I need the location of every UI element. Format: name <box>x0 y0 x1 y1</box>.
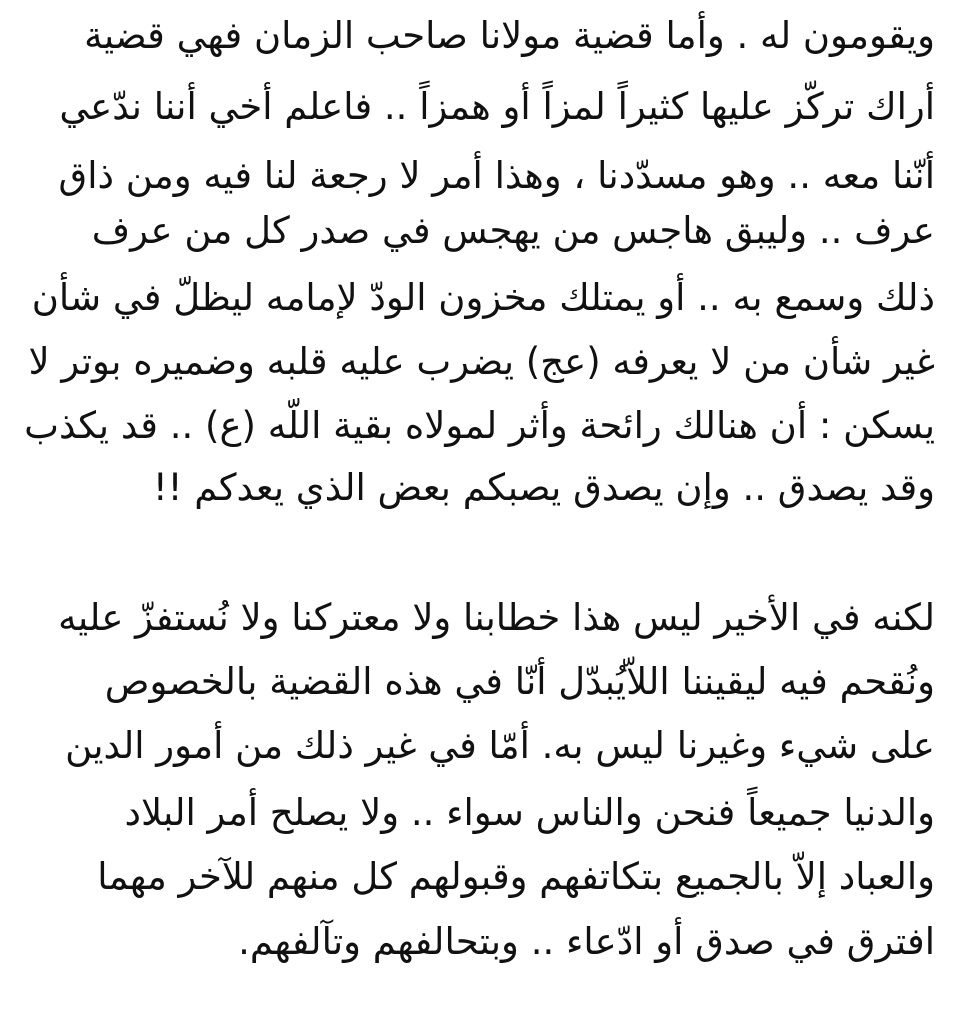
text-line: والعباد إلاّ بالجميع بتكاتفهم وقبولهم كل منهم للآخر مهما <box>97 855 935 898</box>
text-line: ويقومون له . وأما قضية مولانا صاحب الزمان فهي قضية <box>84 14 935 57</box>
text-line: ذلك وسمع به .. أو يمتلك مخزون الودّ لإمامه ليظلّ في شأن <box>31 276 935 319</box>
text-line: غير شأن من لا يعرفه (عج) يضرب عليه قلبه وضميره بوتر لا <box>28 340 935 383</box>
text-line: عرف .. وليبق هاجس من يهجس في صدر كل من عرف <box>91 209 935 252</box>
text-line: والدنيا جميعاً فنحن والناس سواء .. ولا يصلح أمر البلاد <box>124 791 935 834</box>
text-line: على شيء وغيرنا ليس به. أمّا في غير ذلك من أمور الدين <box>65 724 935 767</box>
text-line: يسكن : أن هنالك رائحة وأثر لمولاه بقية اللّه (ع) .. قد يكذب <box>24 404 935 447</box>
text-line: أراك تركّز عليها كثيراً لمزاً أو همزاً .. فاعلم أخي أننا ندّعي <box>59 85 935 128</box>
text-line: ونُقحم فيه ليقيننا اللاّيُبدّل أنّا في هذه القضية بالخصوص <box>104 660 935 703</box>
text-line: افترق في صدق أو ادّعاء .. وبتحالفهم وتآلفهم. <box>238 920 935 963</box>
text-line: أنّنا معه .. وهو مسدّدنا ، وهذا أمر لا رجعة لنا فيه ومن ذاق <box>58 154 935 197</box>
text-line: وقد يصدق .. وإن يصدق يصبكم بعض الذي يعدكم !! <box>152 466 935 509</box>
text-line: لكنه في الأخير ليس هذا خطابنا ولا معتركنا ولا نُستفزّ عليه <box>58 596 935 639</box>
